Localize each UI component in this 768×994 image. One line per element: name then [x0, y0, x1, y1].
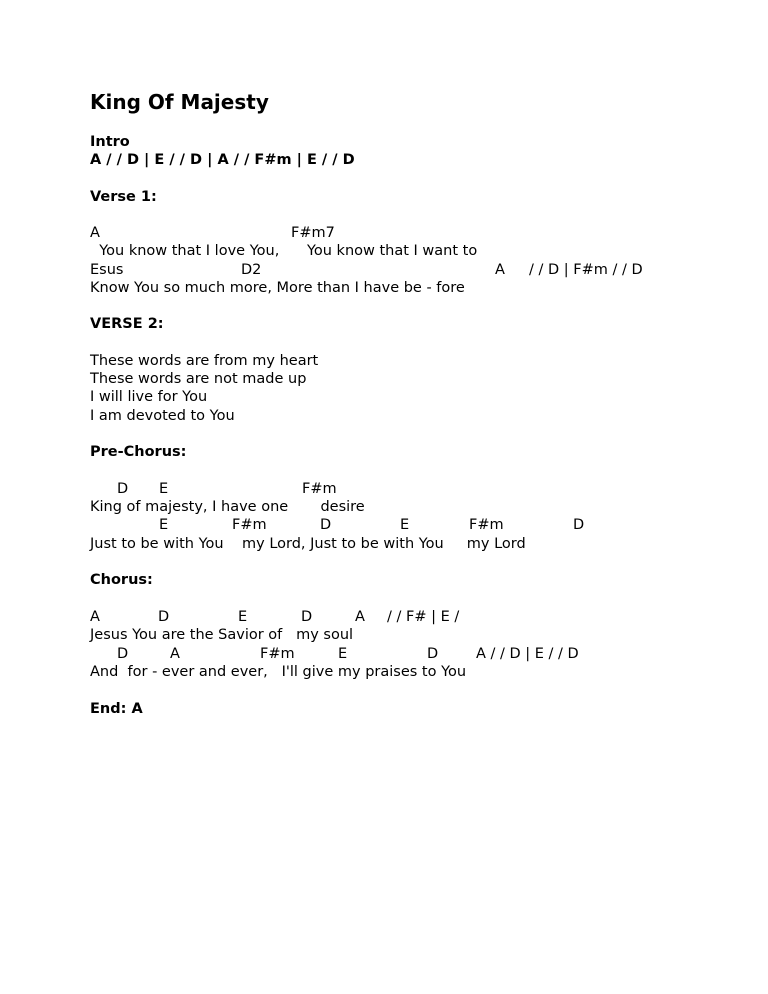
chord-progression: / / D | F#m / / D	[529, 262, 643, 278]
chorus-lyric-line: And for - ever and ever, I'll give my praises to You	[90, 664, 467, 680]
intro-progression: A / / D | E / / D | A / / F#m | E / / D	[90, 152, 355, 168]
chorus-lyric-line: Jesus You are the Savior of my soul	[90, 627, 354, 643]
chord-symbol: D2	[241, 262, 262, 278]
prechorus-lyric-line: King of majesty, I have one desire	[90, 499, 365, 515]
chord-symbol: D	[573, 517, 585, 533]
intro-heading: Intro	[90, 134, 130, 150]
verse1-lyric-line: You know that I love You, You know that I want to	[90, 243, 478, 259]
chord-symbol: A	[170, 646, 180, 662]
chord-symbol: E	[400, 517, 410, 533]
chord-symbol: E	[159, 517, 169, 533]
chord-symbol: A	[90, 225, 100, 241]
chord-symbol: D	[117, 481, 129, 497]
chord-symbol: E	[338, 646, 348, 662]
chord-symbol: E	[238, 609, 248, 625]
chord-symbol: D	[427, 646, 439, 662]
chord-symbol: F#m	[302, 481, 337, 497]
verse1-heading: Verse 1:	[90, 189, 157, 205]
verse2-lyric-line: I will live for You	[90, 389, 208, 405]
chord-progression: A / / D | E / / D	[476, 646, 579, 662]
chord-symbol: D	[301, 609, 313, 625]
chord-symbol: A	[90, 609, 100, 625]
chord-symbol: F#m	[232, 517, 267, 533]
chord-symbol: Esus	[90, 262, 124, 278]
chord-symbol: E	[159, 481, 169, 497]
chord-symbol: A	[355, 609, 365, 625]
verse2-lyric-line: These words are from my heart	[90, 353, 319, 369]
verse2-heading: VERSE 2:	[90, 316, 164, 332]
prechorus-lyric-line: Just to be with You my Lord, Just to be with You my Lord	[90, 536, 526, 552]
chord-symbol: D	[320, 517, 332, 533]
verse1-lyric-line: Know You so much more, More than I have be - fore	[90, 280, 465, 296]
song-title: King Of Majesty	[90, 90, 269, 114]
chorus-heading: Chorus:	[90, 572, 153, 588]
chord-symbol: F#m7	[291, 225, 335, 241]
chord-symbol: D	[117, 646, 129, 662]
chord-progression: / / F# | E /	[387, 609, 460, 625]
prechorus-heading: Pre-Chorus:	[90, 444, 187, 460]
chord-symbol: F#m	[469, 517, 504, 533]
chord-symbol: A	[495, 262, 505, 278]
verse2-lyric-line: These words are not made up	[90, 371, 307, 387]
end-line: End: A	[90, 701, 143, 717]
verse2-lyric-line: I am devoted to You	[90, 408, 235, 424]
chord-symbol: D	[158, 609, 170, 625]
chord-symbol: F#m	[260, 646, 295, 662]
